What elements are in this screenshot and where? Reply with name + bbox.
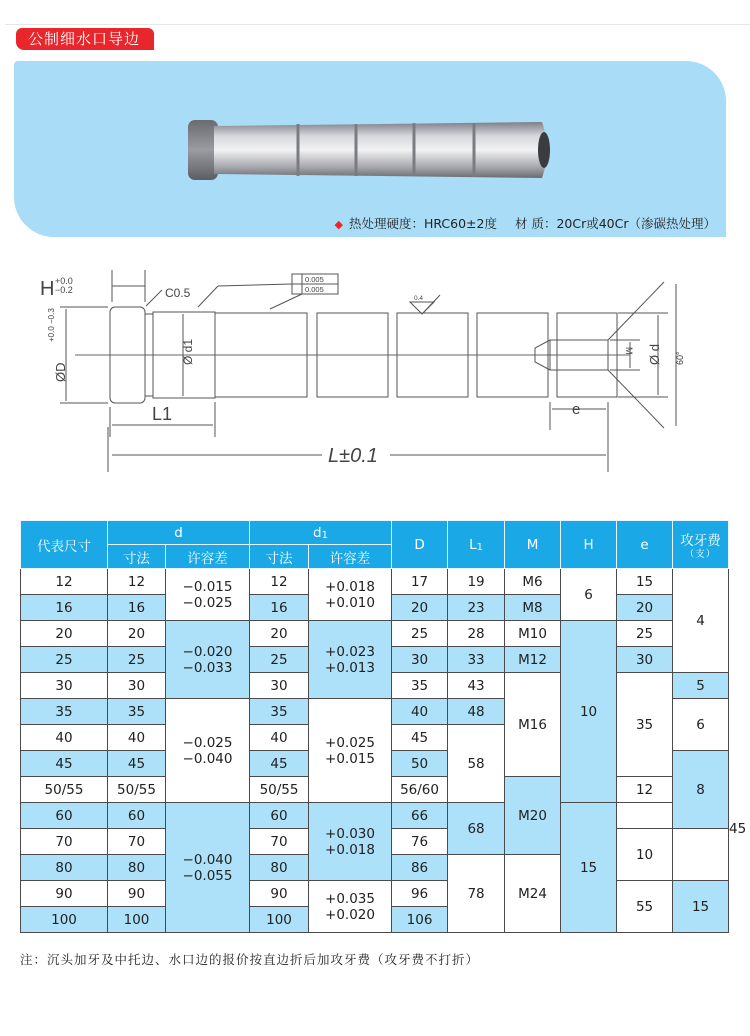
d-tol-cell: −0.015 −0.025 bbox=[166, 569, 250, 621]
table-row: 90 90 90 +0.035 +0.020 96 55 15 bbox=[21, 881, 729, 907]
header-L1: L1 bbox=[448, 521, 505, 569]
table-row: 80 80 80 86 78 M24 bbox=[21, 855, 729, 881]
d1-tol-cell: +0.035 +0.020 bbox=[309, 881, 392, 933]
table-row: 20 20 −0.020 −0.033 20 +0.023 +0.013 25 28 M10 10 25 bbox=[21, 621, 729, 647]
angle-label: 60° bbox=[675, 351, 685, 365]
H-label: H bbox=[40, 278, 55, 300]
technical-drawing bbox=[40, 262, 720, 477]
tol-box-1: 0.005 bbox=[305, 275, 324, 284]
header-d: d bbox=[108, 521, 250, 545]
d-tol-cell: −0.020 −0.033 bbox=[166, 621, 250, 699]
table-row: 60 60 −0.040 −0.055 60 +0.030 +0.018 66 68 15 bbox=[21, 803, 729, 829]
header-size: 代表尺寸 bbox=[21, 521, 108, 569]
hardness-spec: 热处理硬度：HRC60±2度 bbox=[348, 216, 497, 231]
d-tol-cell: −0.025 −0.040 bbox=[166, 699, 250, 803]
e-label: e bbox=[572, 401, 581, 418]
table-row: 45 45 45 50 8 bbox=[21, 751, 729, 777]
table-row: 16 16 16 20 23 M8 20 bbox=[21, 595, 729, 621]
header-d1-tol: 许容差 bbox=[309, 545, 392, 569]
header-d-dim: 寸法 bbox=[108, 545, 166, 569]
material-spec: 材 质：20Cr或40Cr（渗碳热处理） bbox=[514, 216, 716, 231]
table-row: 12 12 −0.015 −0.025 12 +0.018 +0.010 17 19 M6 6 15 4 bbox=[21, 569, 729, 595]
d1-tol-cell: +0.018 +0.010 bbox=[309, 569, 392, 621]
spec-table bbox=[20, 520, 747, 933]
header-M: M bbox=[505, 521, 561, 569]
d-label: Ø d bbox=[647, 344, 662, 365]
table-row: 70 70 70 76 10 bbox=[21, 829, 729, 855]
roughness-label: 0.4 bbox=[414, 295, 424, 302]
L-label: L±0.1 bbox=[328, 445, 378, 467]
d1-tol-cell: +0.023 +0.013 bbox=[309, 621, 392, 699]
L1-label: L1 bbox=[152, 404, 173, 424]
table-row: 50/55 50/55 50/55 56/60 M20 12 45 bbox=[21, 777, 729, 803]
d1-label: Ø d1 bbox=[181, 338, 195, 365]
header-D: D bbox=[392, 521, 448, 569]
H-tol-lower: −0.2 bbox=[55, 285, 73, 295]
spec-summary bbox=[334, 214, 716, 232]
footnote: 注：沉头加牙及中托边、水口边的报价按直边折后加攻牙费（攻牙费不打折） bbox=[20, 952, 480, 967]
header-d-tol: 许容差 bbox=[166, 545, 250, 569]
chamfer-label: C0.5 bbox=[165, 286, 191, 300]
table-row: 35 35 −0.025 −0.040 35 +0.025 +0.015 40 48 6 bbox=[21, 699, 729, 725]
page-title: 公制细水口导边 bbox=[16, 28, 154, 50]
header-fee: 攻牙费 （支） bbox=[673, 521, 729, 569]
M-label: M bbox=[624, 347, 634, 355]
header-H: H bbox=[561, 521, 617, 569]
guide-pin-photo bbox=[186, 112, 566, 192]
header-d1-dim: 寸法 bbox=[250, 545, 309, 569]
D-tol: +0.0 −0.3 bbox=[47, 308, 56, 342]
top-divider bbox=[5, 24, 750, 25]
tol-box-2: 0.005 bbox=[305, 285, 324, 294]
table-row: 30 30 30 35 43 M16 35 5 bbox=[21, 673, 729, 699]
header-e: e bbox=[617, 521, 673, 569]
table-row: 25 25 25 30 33 M12 30 bbox=[21, 647, 729, 673]
d1-tol-cell: +0.030 +0.018 bbox=[309, 803, 392, 881]
table-row: 100 100 100 106 bbox=[21, 907, 729, 933]
header-d1: d1 bbox=[250, 521, 392, 545]
bullet-diamond-icon: ◆ bbox=[334, 218, 343, 231]
d1-tol-cell: +0.025 +0.015 bbox=[309, 699, 392, 803]
D-label: ØD bbox=[53, 362, 68, 382]
table-row: 40 40 40 45 58 bbox=[21, 725, 729, 751]
H-tol-upper: +0.0 bbox=[55, 276, 73, 286]
d-tol-cell: −0.040 −0.055 bbox=[166, 803, 250, 933]
